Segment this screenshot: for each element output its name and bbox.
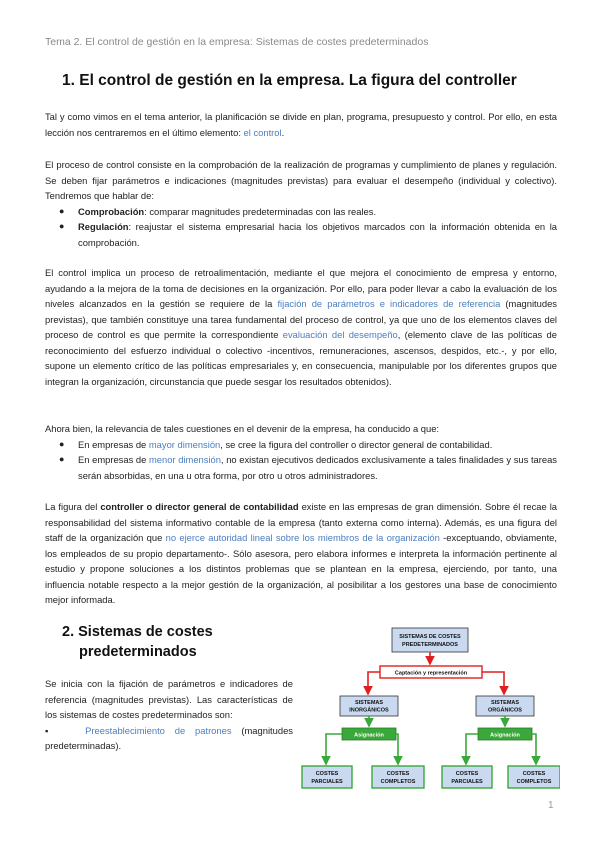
bullet-dot: ●: [59, 438, 65, 449]
section-1-heading: 1. El control de gestión en la empresa. La figura del controller: [62, 72, 517, 89]
diagram-text-inorg-1: SISTEMAS: [354, 700, 384, 706]
page-header: Tema 2. El control de gestión en la empresa: Sistemas de costes predeterminados: [45, 36, 429, 48]
paragraph-intro: [45, 109, 557, 140]
paragraph-retroalimentacion: [45, 265, 557, 389]
bullet-menor-dimension: [45, 452, 557, 483]
bullet-regulacion: [45, 219, 557, 250]
diagram-text-asig-right: Asignación: [490, 732, 520, 739]
paragraph-proceso-text: El proceso de control consiste en la comprobación de la realización de programas y cumplimiento de planes y regulación. Se deben fijar parámetros e indicaciones (magnitudes previstas) para evaluar el desempeño (individual y colectivo). Tendremos que hablar de:: [45, 159, 557, 201]
diagram-arrow-left-branch: [368, 672, 380, 694]
text-regulacion: : reajustar el sistema empresarial hacia los objetivos marcados con la información obtenida en la comprobación.: [78, 221, 557, 248]
menor-text-b: , no existan ejecutivos dedicados exclusivamente a tales finalidades y sus tareas serán absorbidas, en una u otra forma, por otro u otros administradores.: [78, 454, 557, 481]
retro-text-b: (magnitudes previstas), que también constituye una tarea fundamental del proceso de control, ya que uno de los elementos claves del proceso de control es que permite la correspondiente: [45, 298, 557, 340]
link-autoridad-lineal: no ejerce autoridad lineal sobre los miembros de la organización: [165, 532, 440, 543]
paragraph-relevancia: [45, 421, 557, 483]
page-number: 1: [548, 800, 554, 811]
controller-text-c: -exceptuando, obviamente, los empleados de su propio departamento-. Sólo asesora, pero elabora informes e interpreta la información pertinente al estudio y propone soluciones a los distintos problemas que se plantean en la empresa, ejerciendo, por tanto, una influencia notable respecto a la mejor gestión de la organización, al posibilitar a los gestores una base de conocimiento mejor informada.: [45, 532, 557, 605]
controller-text-b: existe en las empresas de gran dimensión. Sobre él recae la responsabilidad del sistema informativo contable de la empresa (tanto externa como interna). Además, es una figura del staff de la organización que: [45, 501, 557, 543]
mayor-text-b: , se cree la figura del controller o director general de contabilidad.: [220, 438, 493, 450]
diagram-text-leaf2-1: COSTES: [386, 771, 410, 777]
menor-text-a: En empresas de: [78, 454, 149, 465]
diagram-text-leaf1-1: COSTES: [315, 771, 339, 777]
bullet-dot: ●: [59, 454, 65, 464]
section-2-heading-line1: 2. Sistemas de costes: [62, 624, 213, 640]
bullet-dot: ●: [59, 205, 65, 216]
diagram-text-leaf2-2: COMPLETOS: [380, 779, 416, 785]
diagram-text-inorg-2: INORGÁNICOS: [349, 707, 389, 714]
link-menor-dimension: menor dimensión: [149, 454, 221, 465]
controller-bold: controller o director general de contabilidad: [100, 501, 299, 512]
paragraph-controller: [45, 499, 557, 608]
text-comprobacion: : comparar magnitudes predeterminadas con las reales.: [144, 205, 377, 217]
diagram-text-leaf4-2: COMPLETOS: [516, 779, 552, 785]
bullet-comprobacion: [45, 204, 557, 220]
diagram-text-leaf3-1: COSTES: [455, 771, 479, 777]
diagram-text-leaf3-2: PARCIALES: [451, 779, 483, 785]
diagram-arrow-leaf1: [326, 734, 342, 764]
term-regulacion: Regulación: [78, 221, 129, 232]
paragraph-intro-end: .: [281, 126, 285, 138]
retro-text-c: , (elemento clave de las políticas de reconocimiento del esfuerzo individual o colectivo -incentivos, remuneraciones, ascensos, despidos, etc.-, y por ello, supone un elemento crítico de las políticas empresariales y, en consecuencia, manipulable por los diferentes grupos que integran la organización, circunstancia que puede sesgar los resultados obtenidos).: [45, 329, 557, 387]
link-fijacion-parametros: fijación de parámetros e indicadores de referencia: [277, 298, 501, 309]
mayor-text-a: En empresas de: [78, 438, 149, 450]
diagram-text-top-1: SISTEMAS DE COSTES: [399, 634, 461, 640]
diagram-arrow-leaf4: [532, 734, 536, 764]
square-bullet: ▪: [45, 724, 56, 736]
diagram-text-org-1: SISTEMAS: [490, 700, 520, 706]
paragraph-intro-text: Tal y como vimos en el tema anterior, la planificación se divide en plan, programa, presupuesto y control. Por ello, en esta lección nos centraremos en el último elemento:: [45, 111, 557, 138]
retro-text-a: El control implica un proceso de retroalimentación, mediante el que mejora el conocimiento de empresa y entorno, ayudando a la mejora de la toma de decisiones en la organización. Por ello, para poder llevar a cabo la evaluación de los niveles alcanzados en la gestión se requiere de la: [45, 267, 557, 309]
diagram-text-top-2: PREDETERMINADOS: [402, 642, 458, 648]
link-preestablecimiento: Preestablecimiento de patrones: [85, 724, 232, 736]
diagram-arrow-right-branch: [482, 672, 504, 694]
link-el-control: el control: [243, 126, 282, 138]
paragraph-sistemas-costes: [45, 676, 293, 754]
diagram-box-sistemas-costes: [392, 628, 468, 652]
link-mayor-dimension: mayor dimensión: [148, 438, 221, 450]
bullet-list-control: [45, 204, 557, 251]
section-2-heading: [62, 622, 213, 662]
bullet-mayor-dimension: [45, 437, 557, 453]
bullet-dot: ●: [59, 221, 65, 231]
term-comprobacion: Comprobación: [78, 205, 145, 217]
costes-diagram: [296, 620, 560, 798]
relevancia-text: Ahora bien, la relevancia de tales cuestiones en el devenir de la empresa, ha conducido a que:: [45, 423, 440, 434]
preestablecimiento-rest: (magnitudes predeterminadas).: [45, 724, 293, 751]
paragraph-proceso-control: [45, 157, 557, 250]
diagram-text-leaf1-2: PARCIALES: [311, 779, 343, 785]
diagram-text-captacion: Captación y representación: [394, 670, 468, 677]
diagram-text-asig-left: Asignación: [354, 732, 384, 739]
bullet-list-dimension: [45, 437, 557, 484]
diagram-text-leaf4-1: COSTES: [522, 771, 546, 777]
link-evaluacion-desempeno: evaluación del desempeño: [282, 329, 398, 340]
diagram-text-org-2: ORGÁNICOS: [488, 707, 522, 714]
controller-text-a: La figura del: [45, 501, 101, 512]
section-2-heading-line2: predeterminados: [79, 644, 197, 660]
diagram-arrow-leaf3: [466, 734, 478, 764]
sistemas-costes-text: Se inicia con la fijación de parámetros e indicadores de referencia (magnitudes previstas). Las características de los sistemas de costes predeterminados son:: [45, 678, 293, 720]
bullet-preestablecimiento: [45, 723, 293, 754]
